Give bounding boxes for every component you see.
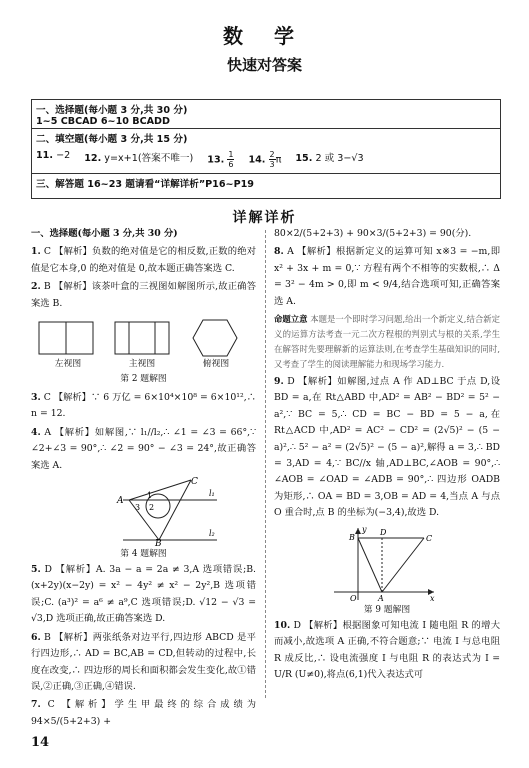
coordinate-drawing bbox=[274, 524, 500, 602]
section2-heading: 二、填空题(每小题 3 分,共 15 分) bbox=[36, 134, 188, 145]
section3-text: 三、解答题 16~23 题请看“详解详析”P16~P19 bbox=[36, 179, 254, 190]
svg-text:C: C bbox=[426, 533, 433, 543]
section1-heading: 一、选择题(每小题 3 分,共 30 分) bbox=[36, 105, 188, 116]
answer-15: 15. 2 或 3−√3 bbox=[295, 153, 364, 164]
svg-text:x: x bbox=[430, 593, 435, 602]
question-7-continued: 80×2/(5+2+3) + 90×3/(5+2+3) = 90(分). bbox=[274, 228, 472, 239]
svg-text:B: B bbox=[349, 532, 355, 542]
front-view-label: 主视图 bbox=[128, 359, 156, 370]
answer-12: 12. y=x+1(答案不唯一) bbox=[84, 153, 194, 164]
question-3: 3. C 【解析】∵ 6 万亿 = 6×10⁴×10⁸ = 6×10¹²,∴ n = 12. bbox=[31, 392, 256, 420]
svg-text:A: A bbox=[117, 496, 124, 507]
left-column bbox=[31, 226, 256, 732]
question-7: 7. C 【解析】学生甲最终的综合成绩为 94×5/(5+2+3) + bbox=[31, 699, 256, 727]
parallel-lines-drawing bbox=[31, 476, 256, 546]
figure-4-caption: 第 4 题解图 bbox=[120, 549, 167, 560]
fill-answers bbox=[36, 150, 364, 169]
answer-13: 13. $\frac{1}{6}$ bbox=[207, 150, 234, 169]
question-5: 5. D 【解析】A. 3a − a = 2a ≠ 3,A 选项错误;B. (x+2y)(x−2y) = x² − 4y² ≠ x² − 2y²,B 选项错误;C. (a³)² = a⁶ ≠ a⁹,C 选项错误;D. √12 − √3 = √3,D 选项正确,故正确答案选 D. bbox=[31, 564, 256, 625]
page-title: 数 学 bbox=[223, 24, 306, 48]
question-2: 2. B 【解析】该茶叶盒的三视图如解图所示,故正确答案选 B. bbox=[31, 281, 256, 309]
svg-text:l₁: l₁ bbox=[209, 489, 215, 499]
answer-11: 11. −2 bbox=[36, 150, 71, 161]
answer-14: 14. $\frac{2}{3}\pi$ bbox=[248, 150, 282, 169]
svg-text:y: y bbox=[362, 524, 367, 534]
page-number: 14 bbox=[31, 735, 50, 750]
answer-row-solution bbox=[32, 174, 500, 196]
left-view-label: 左视图 bbox=[54, 359, 82, 370]
choice-section-heading: 一、选择题(每小题 3 分,共 30 分) bbox=[31, 228, 178, 239]
detail-title: 详解详析 bbox=[232, 210, 297, 226]
svg-text:2: 2 bbox=[149, 503, 155, 513]
column-divider bbox=[265, 230, 266, 698]
question-1: 1. C 【解析】负数的绝对值是它的相反数,正数的绝对值是它本身,0 的绝对值是 0,故本题正确答案选 C. bbox=[31, 246, 256, 274]
svg-text:A: A bbox=[378, 593, 384, 602]
answer-row-fill bbox=[32, 129, 500, 174]
top-view-label: 俯视图 bbox=[202, 359, 230, 370]
svg-text:B: B bbox=[155, 539, 162, 547]
quick-answer-box bbox=[31, 99, 501, 199]
answer-row-choice bbox=[32, 100, 500, 129]
svg-text:O: O bbox=[350, 593, 357, 602]
figure-2-caption: 第 2 题解图 bbox=[120, 374, 167, 385]
svg-text:3: 3 bbox=[135, 503, 141, 513]
proposition-note: 命题立意 本题是一个即时学习问题,给出一个新定义,结合新定义的运算方法考查一元二次方程根的判别式与根的关系,学生在解答时先要理解新的运算法则,在考查学生基础知识的同时,又考查了学生的阅读理解能力和现场学习能力. bbox=[274, 314, 500, 370]
question-10: 10. D 【解析】根据图象可知电流 I 随电阻 R 的增大而减小,故选项 A 正确,不符合题意;∵ 电流 I 与总电阻 R 成反比,∴ 设电流强度 I 与电阻 R 的表达式为 I = U/R (U≠0),将点(6,1)代入表达式可 bbox=[274, 619, 500, 680]
figure-2 bbox=[31, 314, 256, 388]
quick-answers-title: 快速对答案 bbox=[226, 56, 302, 74]
figure-9-caption: 第 9 题解图 bbox=[363, 604, 411, 615]
svg-text:C: C bbox=[191, 477, 198, 488]
question-8: 8. A 【解析】根据新定义的运算可知 x※3 = −m,即 x² + 3x + m = 0,∵ 方程有两个不相等的实数根,∴ Δ = 3² − 4m > 0,即 m < 9/4,结合选项可知,正确答案选 A. bbox=[274, 246, 500, 307]
question-4: 4. A 【解析】如解图,∵ l₁//l₂,∴ ∠1 = ∠3 = 66°,∵ ∠2+∠3 = 90°,∴ ∠2 = 90° − ∠3 = 24°,故正确答案选 A. bbox=[31, 426, 256, 471]
question-6: 6. B 【解析】两张纸条对边平行,四边形 ABCD 是平行四边形,∴ AD = BC,AB = CD,但转动的过程中,长度在改变,∴ 四边形的周长和面积都会发生变化,故①错误,②正确,③正确,④错误. bbox=[31, 631, 256, 692]
figure-9 bbox=[274, 524, 500, 616]
svg-text:l₂: l₂ bbox=[209, 529, 215, 539]
right-column bbox=[274, 226, 500, 685]
figure-4 bbox=[31, 476, 256, 560]
svg-text:D: D bbox=[380, 527, 387, 537]
svg-text:1: 1 bbox=[147, 491, 153, 501]
question-9: 9. D 【解析】如解图,过点 A 作 AD⊥BC 于点 D,设 BD = a,在 Rt△ABD 中,AD² = AB² − BD² = 5² − a²,∵ BC = 5,∴ CD = BC − BD = 5 − a,在 Rt△ACD 中,AD² = AC² − CD² = (2√5)² − (5 − a)²,∴ 5² − a² = (2√5)² − (5 − a)²,解得 a = 3,∴ BD = 3,AD = 4,∵ BC//x 轴,AD⊥BC,∠AOB = 90°,∴ ∠AOB = ∠OAD = ∠ADB = 90°,∴ 四边形 OADB 为矩形,∴ OA = BD = 3,OB = AD = 4,当点 A 与点 O 重合时,点 B 的坐标为(−3,4),故选 D. bbox=[274, 376, 500, 519]
section1-answers: 1~5 CBCAD 6~10 BCADD bbox=[36, 116, 170, 127]
